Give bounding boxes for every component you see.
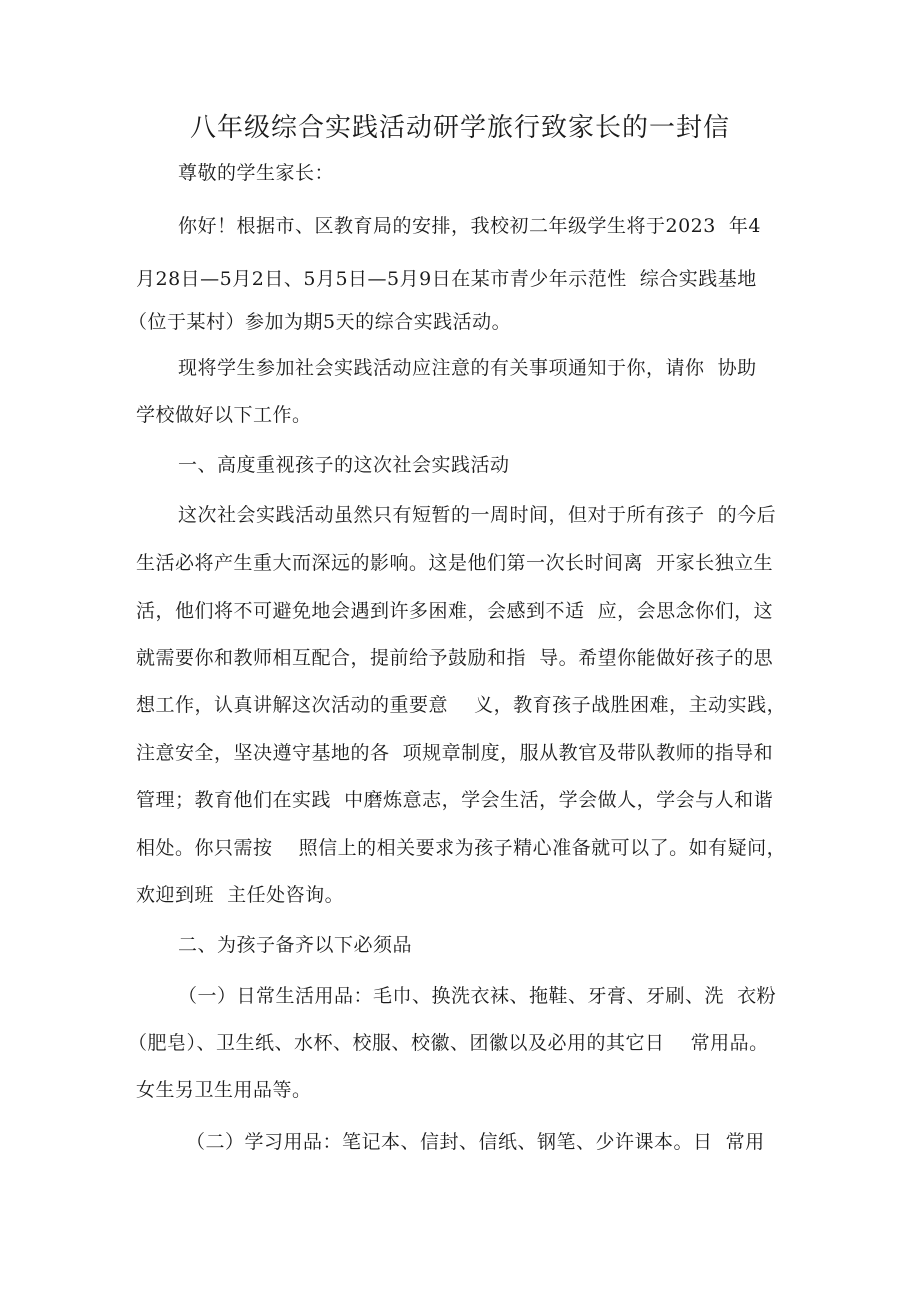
- paragraph-line: 就需要你和教师相互配合，提前给予鼓励和指 导。希望你能做好孩子的思: [136, 647, 774, 669]
- paragraph-line: （一）日常生活用品：毛巾、换洗衣袜、拖鞋、牙膏、牙刷、洗 衣粉: [178, 985, 777, 1007]
- section-heading: 一、高度重视孩子的这次社会实践活动: [178, 454, 510, 476]
- paragraph-line: （位于某村）参加为期5天的综合实践活动。: [128, 311, 512, 333]
- paragraph-line: 注意安全，坚决遵守基地的各 项规章制度，服从教官及带队教师的指导和: [136, 742, 774, 764]
- paragraph-line: 相处。你只需按 照信上的相关要求为孩子精心准备就可以了。如有疑问，: [136, 837, 787, 859]
- paragraph-line: （二）学习用品：笔记本、信封、信纸、钢笔、少许课本。日 常用: [186, 1131, 765, 1153]
- paragraph-line: （肥皂）、卫生纸、水杯、校服、校徽、团徽以及必用的其它日 常用品。: [128, 1032, 769, 1054]
- paragraph-line: 这次社会实践活动虽然只有短暂的一周时间，但对于所有孩子 的今后: [178, 504, 777, 526]
- paragraph-line: 月28日—5月2日、5月5日—5月9日在某市青少年示范性 综合实践基地: [136, 268, 757, 290]
- paragraph-line: 女生另卫生用品等。: [136, 1079, 312, 1101]
- paragraph-line: 管理；教育他们在实践 中磨炼意志，学会生活，学会做人，学会与人和谐: [136, 789, 774, 811]
- salutation: 尊敬的学生家长：: [178, 162, 335, 184]
- document-title: 八年级综合实践活动研学旅行致家长的一封信: [189, 113, 730, 143]
- paragraph-line: 学校做好以下工作。: [136, 404, 312, 426]
- paragraph-line: 你好！根据市、区教育局的安排，我校初二年级学生将于2023 年4: [178, 215, 762, 237]
- paragraph-line: 活，他们将不可避免地会遇到许多困难，会感到不适 应，会思念你们，这: [136, 600, 774, 622]
- paragraph-line: 现将学生参加社会实践活动应注意的有关事项通知于你，请你 协助: [178, 357, 757, 379]
- paragraph-line: 想工作，认真讲解这次活动的重要意 义，教育孩子战胜困难，主动实践，: [136, 694, 787, 716]
- paragraph-line: 欢迎到班 主任处咨询。: [136, 884, 345, 906]
- paragraph-line: 生活必将产生重大而深远的影响。这是他们第一次长时间离 开家长独立生: [136, 552, 774, 574]
- section-heading: 二、为孩子备齐以下必须品: [178, 934, 413, 956]
